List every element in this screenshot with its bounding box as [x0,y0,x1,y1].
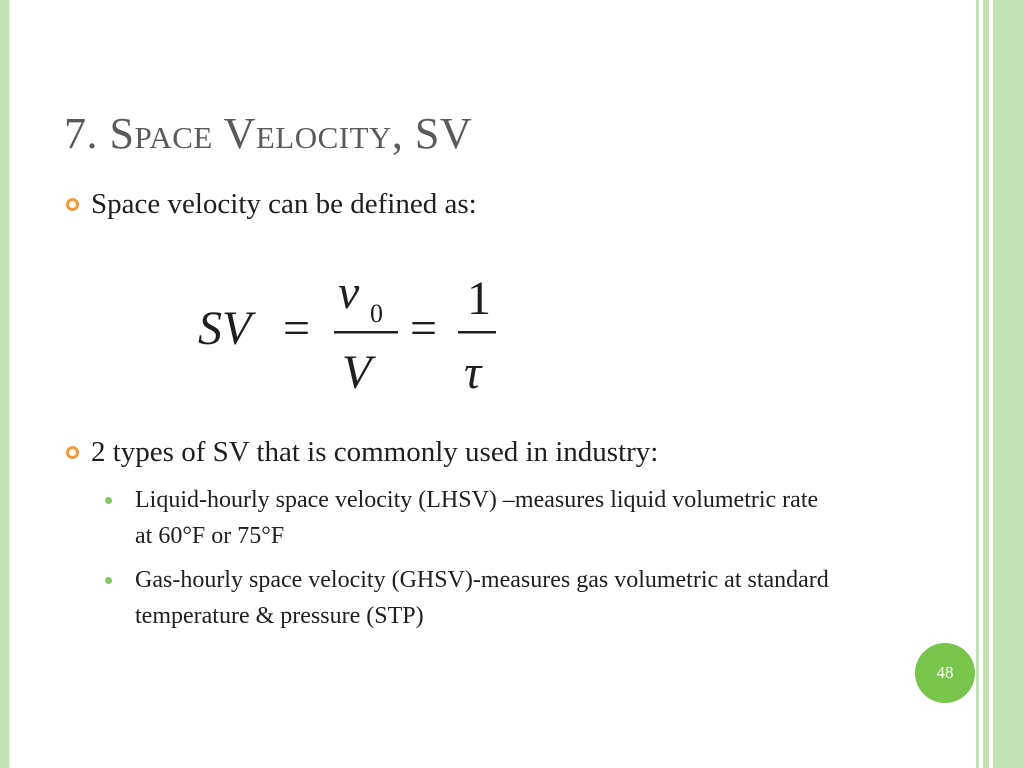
equation-frac1-denominator: V [342,346,372,399]
sub-bullet-text: Gas-hourly space velocity (GHSV)-measures gas volumetric at standard temperature & pressure (STP) [135,567,829,629]
sub-bullet-text: Liquid-hourly space velocity (LHSV) –measures liquid volumetric rate at 60°F or 75°F [135,487,819,549]
left-border [0,0,9,768]
space-velocity-equation [190,262,510,402]
sub-bullet-ghsv [110,562,830,634]
equation-lhs: SV [198,302,252,355]
bullet-item-definition [66,188,477,221]
right-border-stripe-1 [976,0,979,768]
right-border-stripe-2 [983,0,989,768]
left-border-line [9,0,11,768]
equation-equals-2: = [410,302,438,355]
dot-bullet-icon [105,577,112,584]
bullet-text: 2 types of SV that is commonly used in industry: [91,436,659,468]
sub-bullet-lhsv [110,482,830,554]
dot-bullet-icon [105,497,112,504]
equation-frac2-numerator: 1 [467,272,491,325]
equation-equals-1: = [283,302,311,355]
equation-frac1-subscript: 0 [370,299,383,328]
equation-graphic [190,262,510,402]
equation-fraction-bar-2 [458,331,496,334]
equation-fraction-bar-1 [334,331,398,334]
bullet-item-sv-types [66,436,658,469]
bullet-text: Space velocity can be defined as: [91,188,477,220]
equation-frac1-numerator: ν [338,266,360,319]
slide-number-badge [915,643,975,703]
circle-bullet-icon [66,446,79,459]
slide-title: 7. Space Velocity, SV [64,109,473,158]
slide-number: 48 [936,663,954,682]
right-border-stripe-3 [993,0,1024,768]
equation-frac2-denominator: τ [464,346,482,399]
circle-bullet-icon [66,198,79,211]
